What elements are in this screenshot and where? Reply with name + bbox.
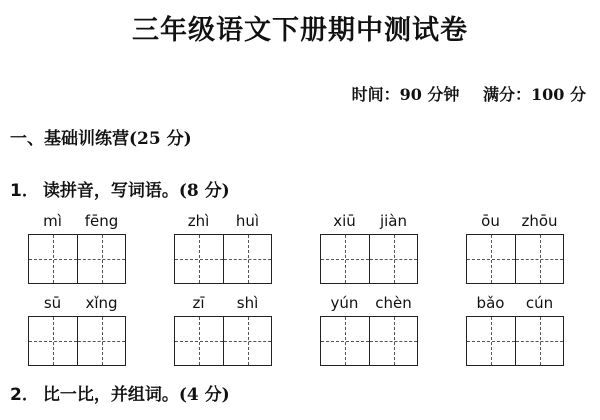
writing-grid[interactable] — [320, 316, 418, 366]
tian-zi-ge-cell[interactable] — [175, 317, 223, 365]
pinyin-syllable: mì — [43, 212, 62, 230]
pinyin-syllable: cún — [525, 294, 554, 312]
tian-zi-ge-cell[interactable] — [515, 317, 563, 365]
writing-grid[interactable] — [174, 234, 272, 284]
pinyin-syllable: fēng — [84, 212, 119, 230]
writing-grid[interactable] — [174, 316, 272, 366]
writing-grid[interactable] — [320, 234, 418, 284]
pinyin-syllable: sū — [43, 294, 62, 312]
tian-zi-ge-cell[interactable] — [77, 235, 125, 283]
pinyin-syllable: zī — [192, 294, 205, 312]
tian-zi-ge-cell[interactable] — [321, 235, 369, 283]
exam-meta — [334, 82, 586, 105]
pinyin-syllable: zhì — [187, 212, 210, 230]
question-2 — [10, 380, 230, 405]
pinyin-syllable: yún — [330, 294, 359, 312]
tian-zi-ge-cell[interactable] — [321, 317, 369, 365]
tian-zi-ge-cell[interactable] — [369, 317, 417, 365]
pinyin-syllable: zhōu — [521, 212, 558, 230]
tian-zi-ge-cell[interactable] — [467, 317, 515, 365]
tian-zi-ge-cell[interactable] — [29, 235, 77, 283]
pinyin-syllable: ōu — [481, 212, 500, 230]
pinyin-syllable: jiàn — [379, 212, 408, 230]
pinyin-syllable: huì — [235, 212, 260, 230]
page-title: 三年级语文下册期中测试卷 — [132, 15, 468, 46]
question-text: 比一比，并组词。(4 分) — [42, 385, 230, 405]
pinyin-syllable: xiū — [333, 212, 356, 230]
question-number: 1． — [10, 181, 39, 201]
writing-grid[interactable] — [466, 316, 564, 366]
question-number: 2． — [10, 385, 39, 405]
pinyin-syllable: shì — [236, 294, 259, 312]
tian-zi-ge-cell[interactable] — [223, 317, 271, 365]
tian-zi-ge-cell[interactable] — [369, 235, 417, 283]
pinyin-syllable: bǎo — [476, 294, 505, 312]
tian-zi-ge-cell[interactable] — [467, 235, 515, 283]
pinyin-syllable: xǐng — [85, 294, 118, 312]
tian-zi-ge-cell[interactable] — [515, 235, 563, 283]
writing-grid[interactable] — [28, 316, 126, 366]
pinyin-syllable: chèn — [375, 294, 412, 312]
tian-zi-ge-cell[interactable] — [77, 317, 125, 365]
tian-zi-ge-cell[interactable] — [175, 235, 223, 283]
tian-zi-ge-cell[interactable] — [223, 235, 271, 283]
writing-grid[interactable] — [28, 234, 126, 284]
tian-zi-ge-cell[interactable] — [29, 317, 77, 365]
section-heading: 一、基础训练营(25 分) — [10, 129, 192, 149]
question-text: 读拼音，写词语。(8 分) — [42, 181, 230, 201]
time-limit: 时间：90 分钟 — [351, 85, 460, 104]
question-1 — [10, 176, 230, 201]
full-score: 满分：100 分 — [483, 85, 586, 104]
writing-grid[interactable] — [466, 234, 564, 284]
